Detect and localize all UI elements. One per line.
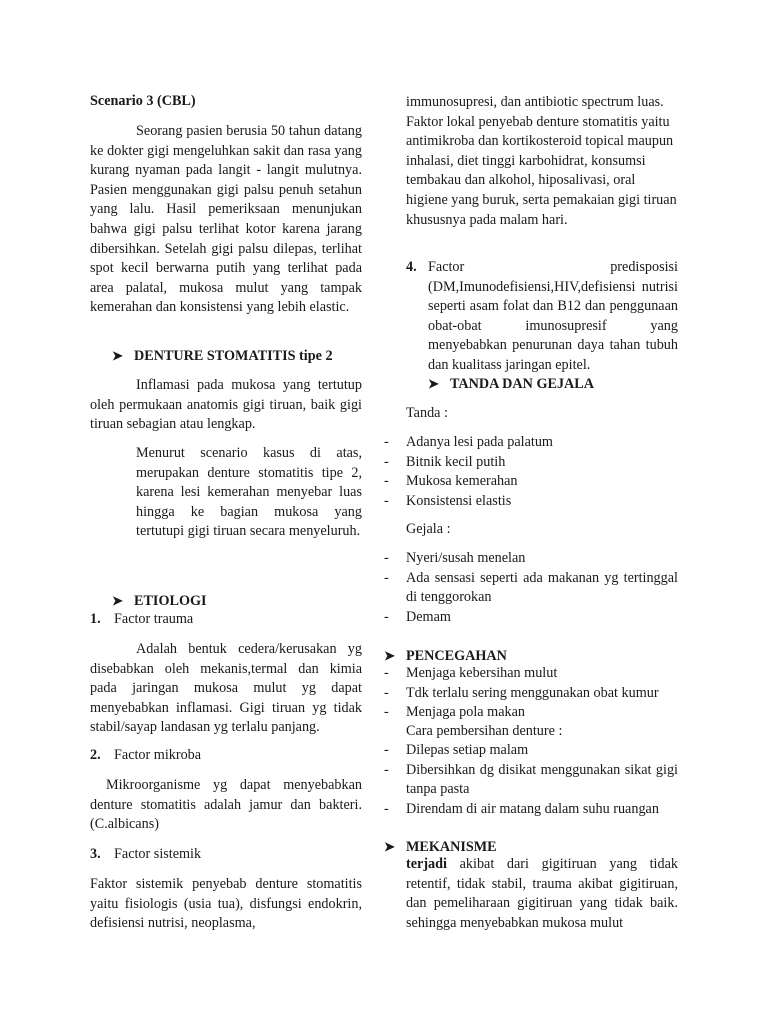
arrow-bullet-icon: ➤ (428, 376, 439, 391)
continued-paragraph: immunosupresi, dan antibiotic spectrum luas. Faktor lokal penyebab denture stomatitis yaitu antimikroba dan kortikosteroid topical maupun inhalasi, diet tinggi karbohidrat, konsumsi tembakau dan alkohol, hiposalivasi, oral higiene yang buruk, serta pemakaian gigi tiruan khususnya pada malam hari. (406, 94, 677, 228)
arrow-bullet-icon: ➤ (112, 593, 123, 608)
heading-mekanisme: ➤ MEKANISME (384, 839, 497, 855)
heading-etiologi: ➤ ETIOLOGI (112, 593, 207, 609)
arrow-bullet-icon: ➤ (112, 348, 123, 363)
tanda-list: - Adanya lesi pada palatum - Bitnik kecil putih - Mukosa kemerahan - Konsistensi elastis (384, 434, 553, 509)
arrow-bullet-icon: ➤ (384, 839, 395, 854)
item1-text: Adalah bentuk cedera/kerusakan yg disebabkan oleh mekanis,termal dan kimia pada jaringan mukosa mulut yg dapat menyebabkan inflamasi. Gigi tiruan yg tidak stabil/sayap landasan yg terlalu panjang. (90, 641, 362, 736)
scenario-paragraph: Seorang pasien berusia 50 tahun datang ke dokter gigi mengeluhkan sakit dan rasa yang kurang nyaman pada langit - langit mulutnya. Pasien menggunakan gigi palsu penuh setahun yang lalu. Hasil pemeriksaan menunjukan bahwa gigi palsu terlihat kotor karena jarang dibersihkan. Setelah gigi palsu dilepas, terlihat spot kecil berwarna putih yang terlihat pada area palatal, mukosa mulut yang tampak kemerahan dan konsistensi yang lebih elastic. (90, 123, 362, 316)
item2-text: Mikroorganisme yg dapat menyebabkan denture stomatitis adalah jamur dan bakteri. (C.albicans) (90, 777, 362, 833)
denture-definition: Inflamasi pada mukosa yang tertutup oleh permukaan anatomis gigi tiruan, baik gigi tiruan sebagian atau lengkap. (90, 377, 362, 433)
etiologi-item-1: 1. Factor trauma (90, 611, 194, 627)
item3-text: Faktor sistemik penyebab denture stomatitis yaitu fisiologis (usia tua), disfungsi endokrin, defisiensi nutrisi, neoplasma, (90, 876, 362, 932)
denture-note: Menurut scenario kasus di atas, merupakan denture stomatitis tipe 2, karena lesi kemerahan menyebar luas hingga ke bagian mukosa yang tertutupi gigi tiruan secara menyeluruh. (136, 445, 362, 540)
arrow-bullet-icon: ➤ (384, 648, 395, 663)
heading-denture-stomatitis: ➤ DENTURE STOMATITIS tipe 2 (112, 348, 333, 364)
cara-label: Cara pembersihan denture : (406, 723, 563, 739)
tanda-label: Tanda : (406, 405, 448, 421)
mekanisme-paragraph: terjadi akibat dari gigitiruan yang tidak retentif, tidak stabil, trauma akibat gigitiruan, dan pemeliharaan gigitiruan yang tidak baik. sehingga menyebabkan mukosa mulut (406, 856, 678, 931)
heading-pencegahan: ➤ PENCEGAHAN (384, 648, 507, 664)
gejala-label: Gejala : (406, 521, 451, 537)
etiologi-item-2: 2. Factor mikroba (90, 747, 202, 763)
etiologi-item-3: 3. Factor sistemik (90, 846, 202, 862)
document-title: Scenario 3 (CBL) (90, 93, 196, 109)
heading-tanda-gejala: ➤ TANDA DAN GEJALA (428, 376, 594, 392)
etiologi-item-4: 4. Factor predisposisi (DM,Imunodefisiensi,HIV,defisiensi nutrisi seperti asam folat dan B12 dan penggunaan obat-obat imunosupresif yang menyebabkan penurunan daya tahan tubuh dan kualitass jaringan epitel. (406, 259, 678, 373)
pencegahan-list: - Menjaga kebersihan mulut - Tdk terlalu sering menggunakan obat kumur - Menjaga pola makan (384, 665, 659, 720)
cara-list: - Dilepas setiap malam - Dibersihkan dg disikat menggunakan sikat gigi tanpa pasta - Direndam di air matang dalam suhu ruangan (384, 742, 678, 817)
gejala-list: - Nyeri/susah menelan - Ada sensasi seperti ada makanan yg tertinggal di tenggorokan - Demam (384, 550, 678, 625)
